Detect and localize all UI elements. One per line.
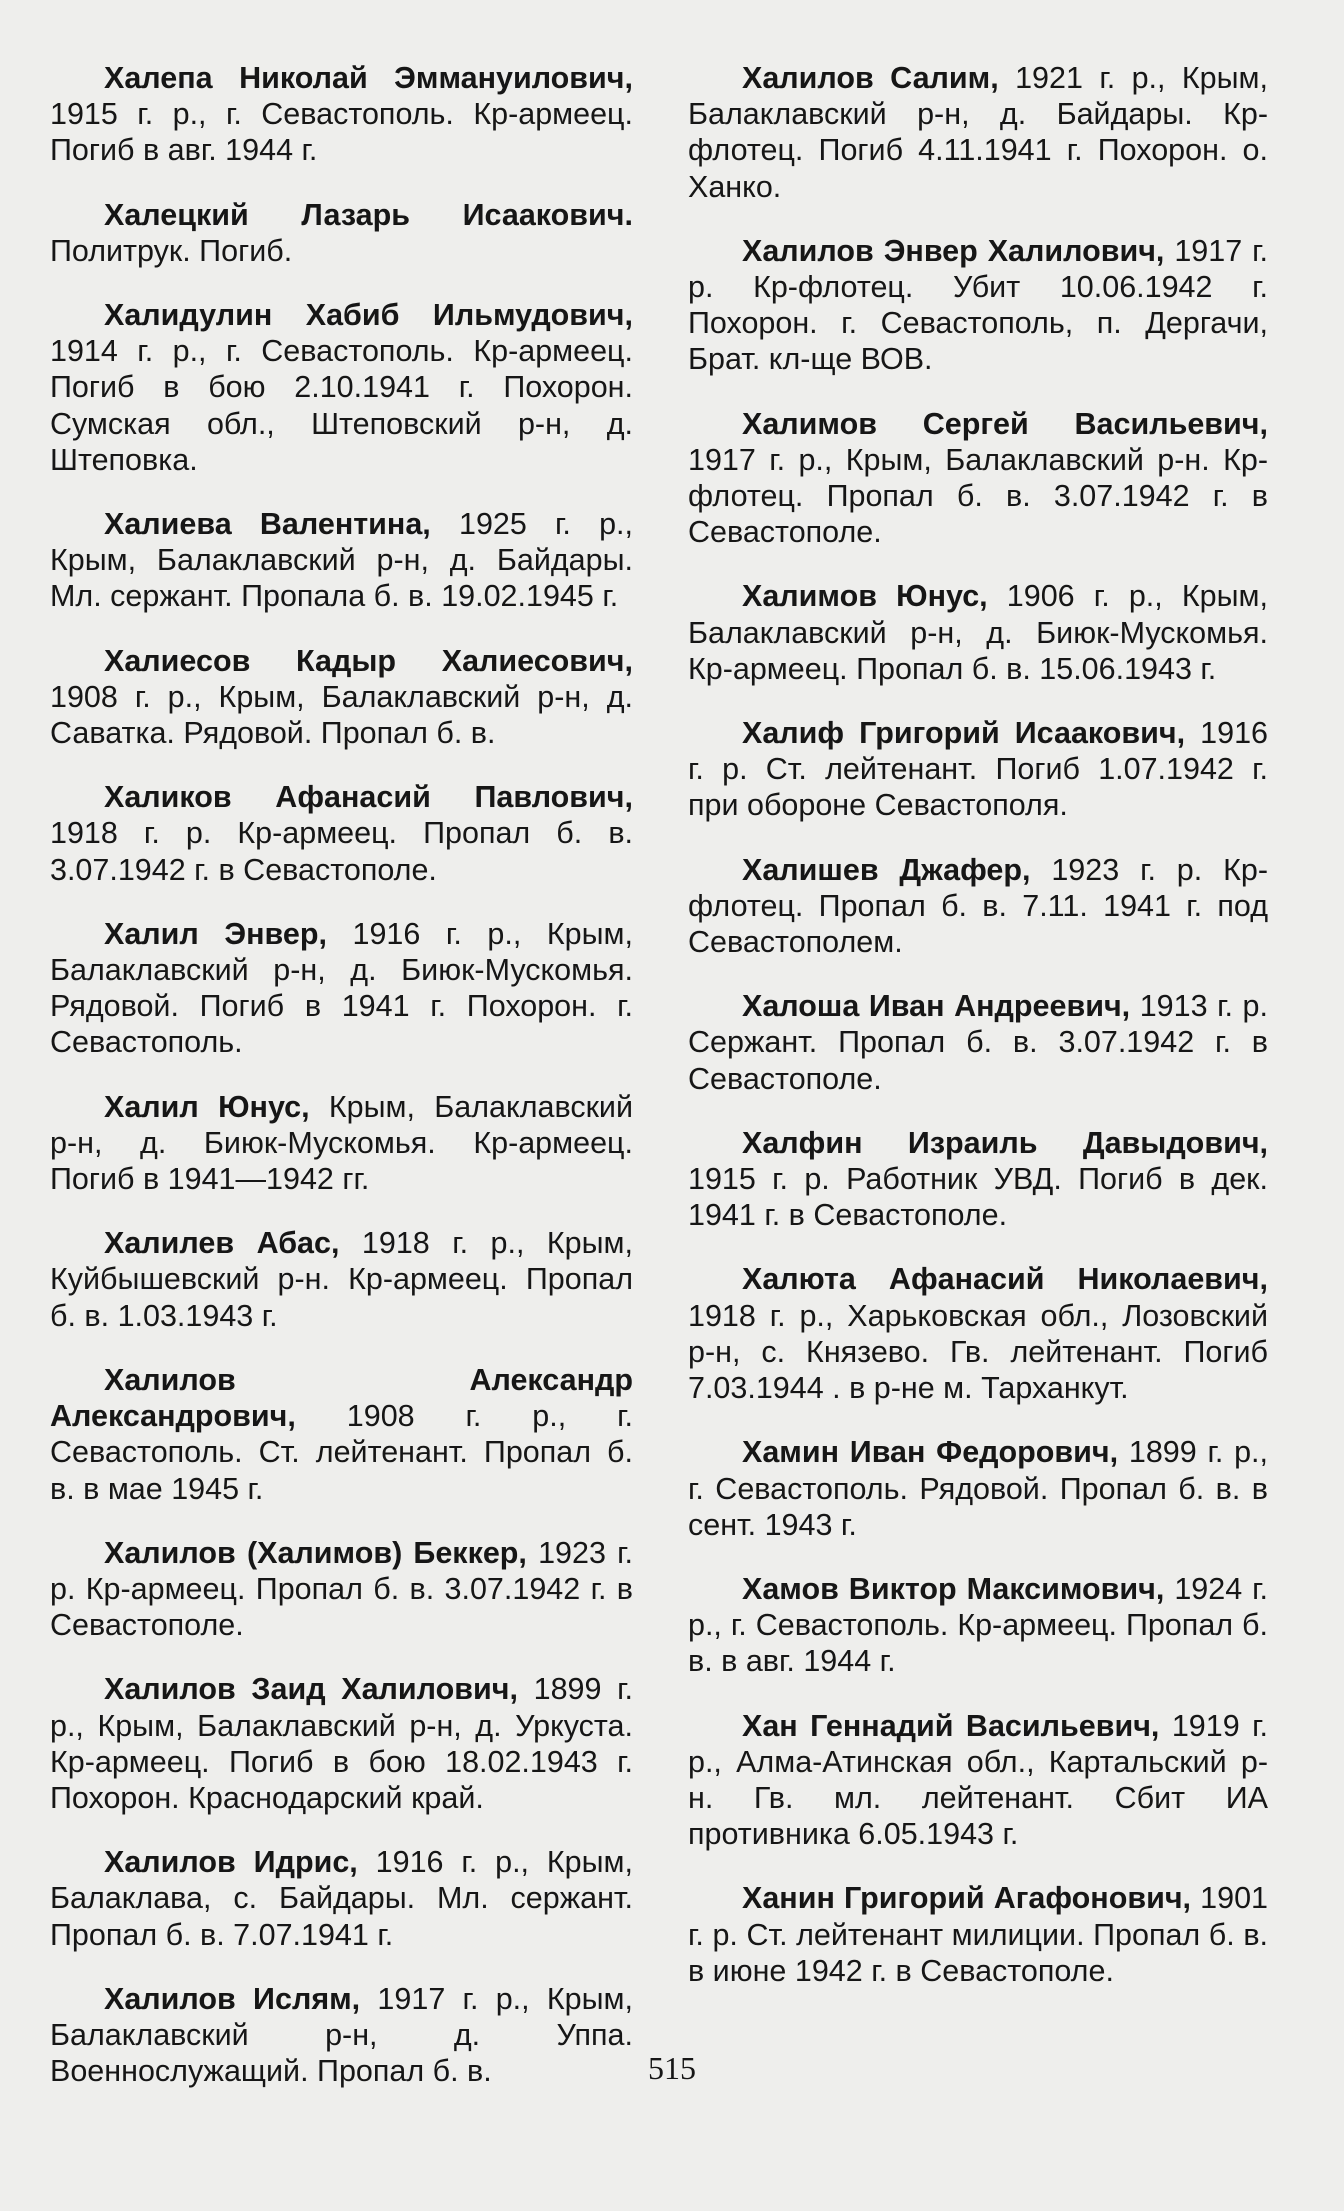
entry-text: 1914 г. р., г. Севастополь. Кр-армеец. Погиб в бою 2.10.1941 г. Похорон. Сумская обл., Штеповский р-н, д. Штеповка. <box>50 334 633 477</box>
entry-text: 1915 г. р., г. Севастополь. Кр-армеец. Погиб в авг. 1944 г. <box>50 97 633 168</box>
left-column <box>50 60 633 2117</box>
entry-text: 1917 г. р. Кр-флотец. Убит 10.06.1942 г. Похорон. г. Севастополь, п. Дергачи, Брат. кл-ще ВОВ. <box>688 233 1268 377</box>
entry <box>688 852 1268 961</box>
entry-text: 1908 г. р., г. Севастополь. Ст. лейтенант. Пропал б. в. в мае 1945 г. <box>50 1399 633 1506</box>
entry-text: 1923 г. р. Кр-армеец. Пропал б. в. 3.07.1942 г. в Севастополе. <box>50 1535 633 1643</box>
entry-name: Халидулин Хабиб Ильмудович, <box>104 298 633 333</box>
entry-name: Халюта Афанасий Николаевич, <box>742 1262 1268 1297</box>
entry-text: 1918 г. р. Кр-армеец. Пропал б. в. 3.07.1942 г. в Севастополе. <box>50 816 633 887</box>
entry-text: 1918 г. р., Харьковская обл., Лозовский р-н, с. Князево. Гв. лейтенант. Погиб 7.03.1944 . в р-не м. Тарханкут. <box>688 1298 1268 1406</box>
entry <box>50 1535 633 1644</box>
entry <box>688 578 1268 687</box>
entry-text: 1913 г. р. Сержант. Пропал б. в. 3.07.1942 г. в Севастополе. <box>688 989 1268 1096</box>
entry <box>688 406 1268 551</box>
entry-name: Халимов Сергей Васильевич, <box>742 406 1268 441</box>
entry-name: Халфин Израиль Давыдович, <box>742 1125 1268 1160</box>
entry-name: Халилов Салим, <box>742 61 999 95</box>
entry <box>50 1089 633 1198</box>
entry-name: Хамов Виктор Максимович, <box>742 1571 1165 1606</box>
entry-name: Халилов Идрис, <box>104 1845 358 1880</box>
entry-name: Халишев Джафер, <box>742 852 1031 887</box>
entry-name: Халилев Абас, <box>104 1226 340 1261</box>
entry-name: Халилов Ислям, <box>104 1981 361 2016</box>
entry <box>50 506 633 615</box>
entry-name: Халиева Валентина, <box>104 507 431 542</box>
entry-name: Халилов (Халимов) Беккер, <box>104 1535 527 1570</box>
entry-name: Халилов Александр Александрович, <box>50 1362 633 1434</box>
entry-text: 1921 г. р., Крым, Балаклавский р-н, д. Байдары. Кр-флотец. Погиб 4.11.1941 г. Похорон. о. Ханко. <box>688 61 1268 204</box>
entry-text: 1916 г. р. Ст. лейтенант. Погиб 1.07.1942 г. при обороне Севастополя. <box>688 716 1268 823</box>
page-number: 515 <box>648 2050 696 2086</box>
entry <box>50 60 633 169</box>
entry-text: 1908 г. р., Крым, Балаклавский р-н, д. Саватка. Рядовой. Пропал б. в. <box>50 679 633 751</box>
entry <box>688 1571 1268 1680</box>
entry-name: Халилов Энвер Халилович, <box>742 233 1165 268</box>
entry <box>50 1844 633 1953</box>
entry <box>688 1880 1268 1989</box>
entry-text: Политрук. Погиб. <box>50 233 293 268</box>
entry-text: 1924 г. р., г. Севастополь. Кр-армеец. Пропал б. в. в авг. 1944 г. <box>688 1571 1268 1679</box>
entry-text: Крым, Балаклавский р-н, д. Биюк-Мускомья. Кр-армеец. Погиб в 1941—1942 гг. <box>50 1089 633 1197</box>
entry-text: 1919 г. р., Алма-Атинская обл., Картальский р-н. Гв. мл. лейтенант. Сбит ИА противника 6.05.1943 г. <box>688 1708 1268 1852</box>
entry-name: Халиф Григорий Исаакович, <box>742 716 1186 751</box>
entry-text: 1899 г. р., Крым, Балаклавский р-н, д. Уркуста. Кр-армеец. Погиб в бою 18.02.1943 г. Похорон. Краснодарский край. <box>50 1672 633 1815</box>
entry-name: Ханин Григорий Агафонович, <box>742 1881 1192 1916</box>
entry-name: Халепа Николай Эммануилович, <box>104 61 633 95</box>
entry <box>50 916 633 1061</box>
entry <box>50 1362 633 1507</box>
entry-name: Халецкий Лазарь Исаакович. <box>104 197 633 232</box>
entry <box>50 1225 633 1334</box>
entry-name: Хан Геннадий Васильевич, <box>742 1708 1160 1743</box>
entry-name: Халиесов Кадыр Халиесович, <box>104 643 633 678</box>
entry <box>688 715 1268 824</box>
entry <box>688 1708 1268 1853</box>
entry <box>50 643 633 752</box>
entry <box>688 60 1268 205</box>
entry-text: 1916 г. р., Крым, Балаклавский р-н, д. Биюк-Мускомья. Рядовой. Погиб в 1941 г. Похорон. г. Севастополь. <box>50 916 633 1060</box>
entry <box>50 197 633 269</box>
entry <box>688 1434 1268 1543</box>
entry-name: Халил Юнус, <box>104 1089 310 1124</box>
entry-name: Халоша Иван Андреевич, <box>742 989 1131 1024</box>
entry <box>688 233 1268 378</box>
entry <box>688 1125 1268 1234</box>
entry <box>50 297 633 478</box>
entry-text: 1917 г. р., Крым, Балаклавский р-н, д. Уппа. Военнослужащий. Пропал б. в. <box>50 1981 633 2089</box>
entry-text: 1916 г. р., Крым, Балаклава, с. Байдары. Мл. сержант. Пропал б. в. 7.07.1941 г. <box>50 1845 633 1952</box>
entry-text: 1925 г. р., Крым, Балаклавский р-н, д. Байдары. Мл. сержант. Пропала б. в. 19.02.1945 г. <box>50 507 633 614</box>
entry-name: Халилов Заид Халилович, <box>104 1672 518 1707</box>
right-column <box>688 60 1268 2017</box>
entry <box>50 779 633 888</box>
entry-name: Халиков Афанасий Павлович, <box>104 780 633 815</box>
entry-text: 1915 г. р. Работник УВД. Погиб в дек. 1941 г. в Севастополе. <box>688 1162 1268 1233</box>
entry-text: 1899 г. р., г. Севастополь. Рядовой. Пропал б. в. в сент. 1943 г. <box>688 1435 1268 1542</box>
entry-name: Хамин Иван Федорович, <box>742 1435 1119 1470</box>
entry <box>688 1261 1268 1406</box>
entry-name: Халил Энвер, <box>104 916 327 951</box>
entry-text: 1901 г. р. Ст. лейтенант милиции. Пропал б. в. в июне 1942 г. в Севастополе. <box>688 1881 1268 1988</box>
entry-text: 1923 г. р. Кр-флотец. Пропал б. в. 7.11. 1941 г. под Севастополем. <box>688 852 1268 960</box>
entry-name: Халимов Юнус, <box>742 579 988 614</box>
entry-text: 1918 г. р., Крым, Куйбышевский р-н. Кр-армеец. Пропал б. в. 1.03.1943 г. <box>50 1226 633 1333</box>
entry <box>50 1671 633 1816</box>
entry <box>688 988 1268 1097</box>
entry-text: 1906 г. р., Крым, Балаклавский р-н, д. Биюк-Мускомья. Кр-армеец. Пропал б. в. 15.06.1943 г. <box>688 579 1268 686</box>
entry-text: 1917 г. р., Крым, Балаклавский р-н. Кр-флотец. Пропал б. в. 3.07.1942 г. в Севастополе. <box>688 442 1268 550</box>
